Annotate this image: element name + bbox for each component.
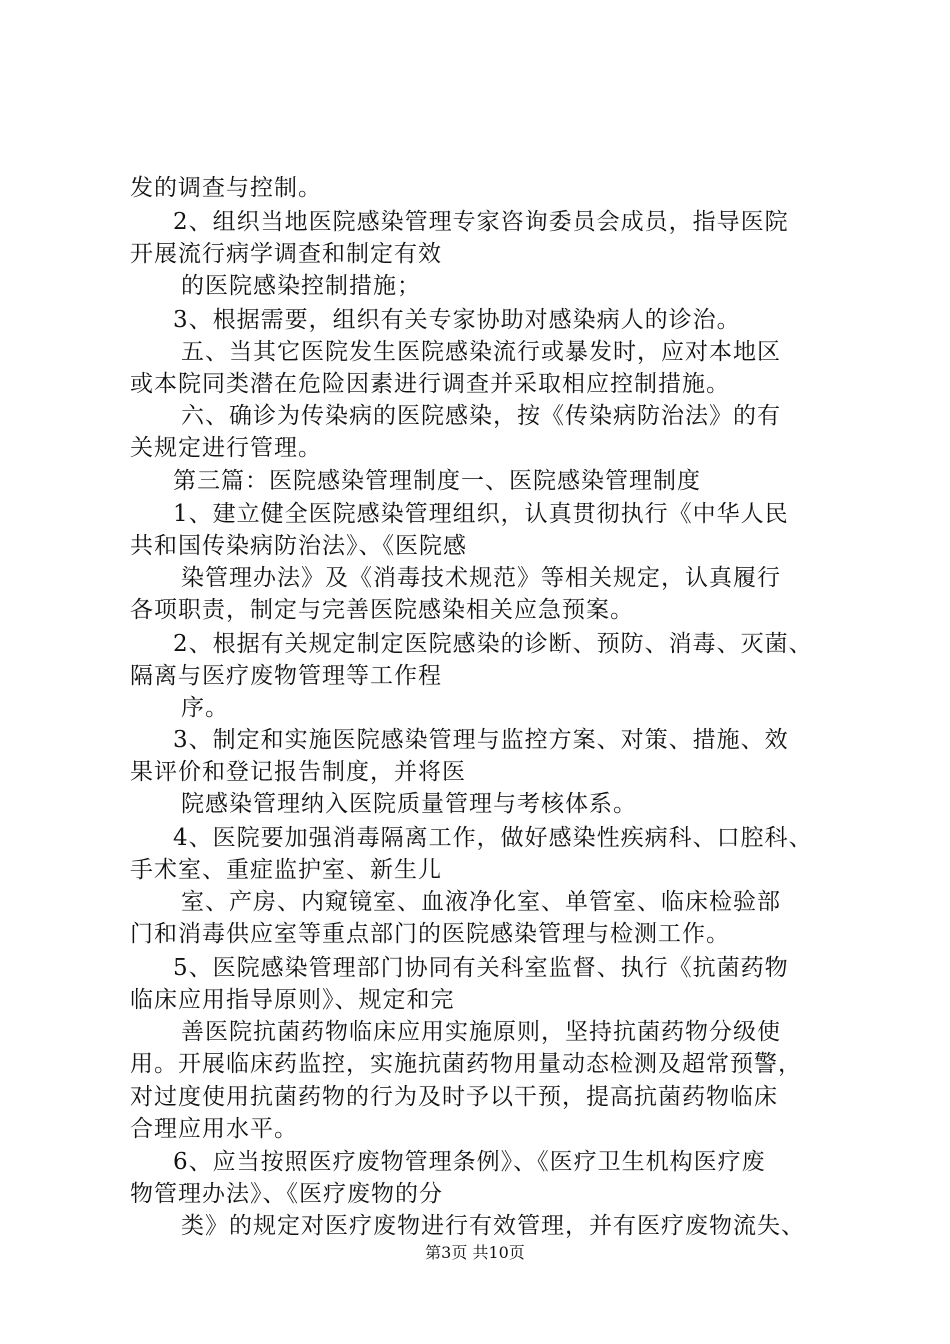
text-line: 室、产房、内窥镜室、血液净化室、单管室、临床检验部 bbox=[181, 889, 781, 915]
text-line: 2、根据有关规定制定医院感染的诊断、预防、消毒、灭菌、 bbox=[173, 631, 813, 657]
text-line: 六、确诊为传染病的医院感染，按《传染病防治法》的有 bbox=[181, 403, 781, 429]
text-line: 手术室、重症监护室、新生儿 bbox=[130, 857, 442, 883]
text-line: 6、应当按照医疗废物管理条例》、《医疗卫生机构医疗废 bbox=[173, 1149, 766, 1175]
text-line: 善医院抗菌药物临床应用实施原则，坚持抗菌药物分级使 bbox=[181, 1019, 781, 1045]
text-line: 院感染管理纳入医院质量管理与考核体系。 bbox=[181, 791, 637, 817]
text-line: 或本院同类潜在危险因素进行调查并采取相应控制措施。 bbox=[130, 371, 730, 397]
text-line: 染管理办法》及《消毒技术规范》等相关规定，认真履行 bbox=[181, 565, 781, 591]
text-line: 5、医院感染管理部门协同有关科室监督、执行《抗菌药物 bbox=[173, 955, 789, 981]
text-line: 对过度使用抗菌药物的行为及时予以干预，提高抗菌药物临床 bbox=[130, 1084, 778, 1110]
text-line: 果评价和登记报告制度，并将医 bbox=[130, 759, 466, 785]
text-line: 的医院感染控制措施； bbox=[181, 273, 421, 299]
text-line: 物管理办法》、《医疗废物的分 bbox=[130, 1181, 443, 1207]
text-line: 隔离与医疗废物管理等工作程 bbox=[130, 663, 442, 689]
text-line: 第三篇：医院感染管理制度一、医院感染管理制度 bbox=[173, 468, 701, 494]
page-footer: 第3页 共10页 bbox=[425, 1243, 525, 1262]
text-line: 1、建立健全医院感染管理组织，认真贯彻执行《中华人民 bbox=[173, 501, 789, 527]
text-line: 2、组织当地医院感染管理专家咨询委员会成员，指导医院 bbox=[173, 209, 789, 235]
text-line: 门和消毒供应室等重点部门的医院感染管理与检测工作。 bbox=[130, 921, 730, 947]
text-line: 4、医院要加强消毒隔离工作，做好感染性疾病科、口腔科、 bbox=[173, 825, 813, 851]
text-line: 类》的规定对医疗废物进行有效管理，并有医疗废物流失、 bbox=[181, 1213, 805, 1239]
text-line: 发的调查与控制。 bbox=[130, 175, 322, 201]
text-line: 五、当其它医院发生医院感染流行或暴发时，应对本地区 bbox=[181, 339, 781, 365]
text-line: 开展流行病学调查和制定有效 bbox=[130, 241, 442, 267]
text-line: 3、根据需要，组织有关专家协助对感染病人的诊治。 bbox=[173, 307, 741, 333]
text-line: 3、制定和实施医院感染管理与监控方案、对策、措施、效 bbox=[173, 727, 789, 753]
text-line: 共和国传染病防治法》、《医院感 bbox=[130, 533, 467, 559]
text-line: 用。开展临床药监控，实施抗菌药物用量动态检测及超常预警， bbox=[130, 1051, 802, 1077]
text-line: 临床应用指导原则》、规定和完 bbox=[130, 987, 455, 1013]
text-line: 合理应用水平。 bbox=[130, 1116, 298, 1142]
text-line: 关规定进行管理。 bbox=[130, 435, 322, 461]
text-line: 序。 bbox=[181, 695, 229, 721]
text-line: 各项职责，制定与完善医院感染相关应急预案。 bbox=[130, 597, 634, 623]
